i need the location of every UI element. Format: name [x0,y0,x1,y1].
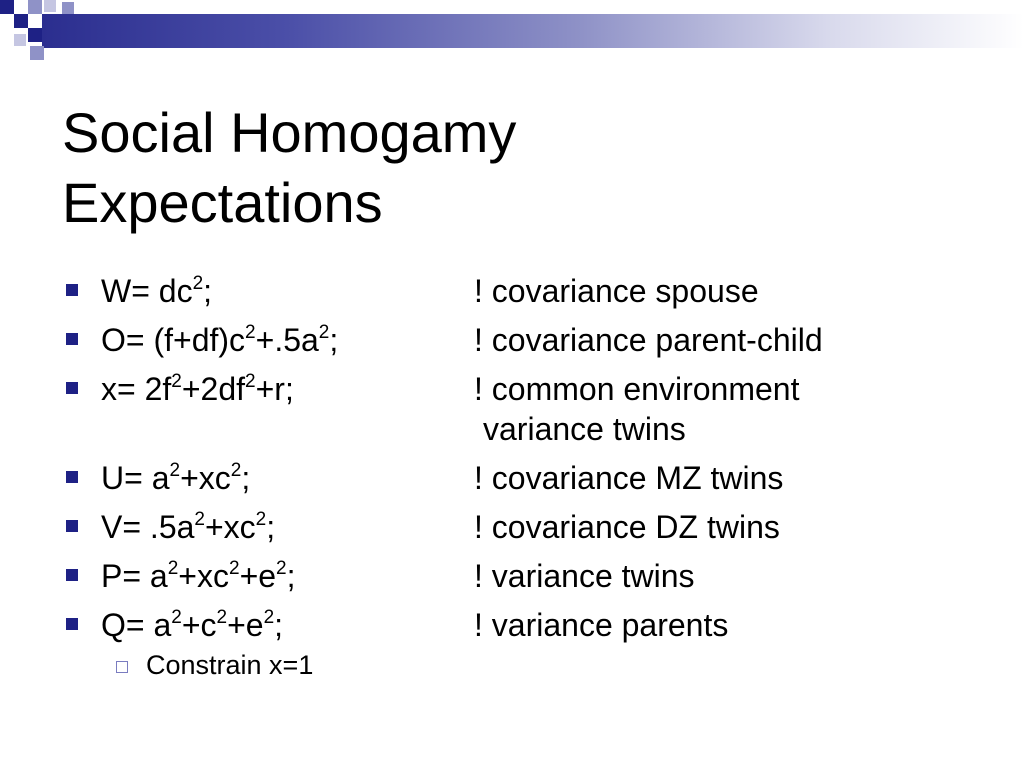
list-item [0,313,1024,362]
formula: $U= a^2+xc^2$; [101,460,251,496]
list-item [0,549,1024,598]
formula: $Q= a^2+c^2+e^2$; [101,607,284,643]
header-gradient-bar [42,14,1024,48]
formula-comment: ! covariance spouse [474,273,759,309]
formula: $O= (f+df)c^2+.5a^2$; [101,322,339,358]
list-item [0,500,1024,549]
formula-comment: ! common environment variance twins [474,371,800,447]
formula: $V= .5a^2+xc^2$; [101,509,276,545]
slide-title [62,98,962,238]
list-item [0,362,1024,451]
formula-comment: ! variance parents [474,607,729,643]
title-line-2: Expectations [62,171,383,234]
list-item [0,264,1024,313]
list-item [0,598,1024,647]
decor-square-7 [44,0,56,12]
sub-item-text: Constrain x=1 [146,650,314,680]
square-bullet-icon [66,471,78,483]
decor-square-5 [14,34,26,46]
square-bullet-icon [66,618,78,630]
square-bullet-icon [66,382,78,394]
title-line-1: Social Homogamy [62,101,517,164]
decor-square-6 [30,46,44,60]
square-bullet-icon [66,569,78,581]
header-decoration [0,0,1024,64]
square-bullet-icon [66,333,78,345]
list-item [0,451,1024,500]
formula-comment: ! variance twins [474,558,695,594]
formula-comment: ! covariance MZ twins [474,460,784,496]
formula-comment: ! covariance DZ twins [474,509,780,545]
formula: $P= a^2+xc^2+e^2$; [101,558,296,594]
formula-comment: ! covariance parent-child [474,322,823,358]
decor-square-2 [14,14,28,28]
decor-square-1 [0,0,14,14]
formula: $W= dc^2$; [101,273,213,309]
hollow-square-bullet-icon [116,661,128,673]
bullet-list [0,264,1024,695]
sub-list-item [0,647,1024,695]
decor-square-4 [28,28,42,42]
decor-square-8 [62,2,74,14]
square-bullet-icon [66,520,78,532]
square-bullet-icon [66,284,78,296]
formula-comment-continuation: variance twins [483,411,686,447]
formula: $x= 2f^2+2df^2+r$; [101,371,294,407]
decor-square-3 [28,0,42,14]
